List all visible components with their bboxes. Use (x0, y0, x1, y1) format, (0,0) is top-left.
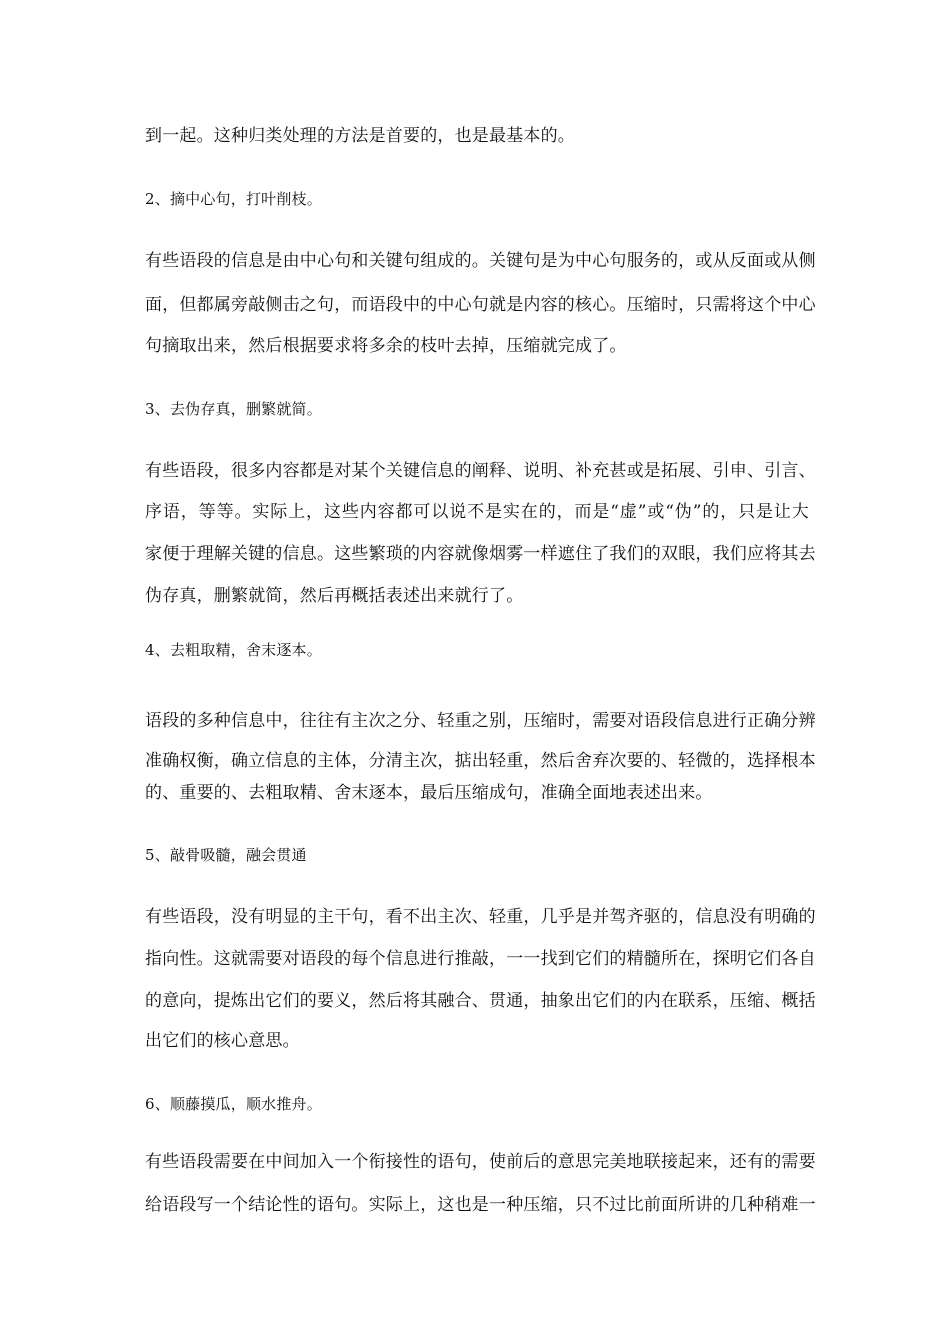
paragraph-line: 出它们的核心意思。 (145, 1031, 300, 1051)
paragraph-line: 家便于理解关键的信息。这些繁琐的内容就像烟雾一样遮住了我们的双眼，我们应将其去 (145, 544, 816, 564)
section-heading-5: 5、敲骨吸髓，融会贯通 (145, 846, 307, 864)
paragraph-line: 句摘取出来，然后根据要求将多余的枝叶去掉，压缩就完成了。 (145, 336, 627, 356)
paragraph-line: 到一起。这种归类处理的方法是首要的，也是最基本的。 (145, 126, 575, 146)
paragraph-line: 序语，等等。实际上，这些内容都可以说不是实在的，而是“虚”或“伪”的，只是让大 (145, 502, 809, 522)
paragraph-line: 有些语段，很多内容都是对某个关键信息的阐释、说明、补充甚或是拓展、引申、引言、 (145, 461, 816, 481)
paragraph-line: 语段的多种信息中，往往有主次之分、轻重之别，压缩时，需要对语段信息进行正确分辨 (145, 711, 816, 731)
paragraph-line: 有些语段的信息是由中心句和关键句组成的。关键句是为中心句服务的，或从反面或从侧 (145, 251, 816, 271)
paragraph-line: 有些语段需要在中间加入一个衔接性的语句，使前后的意思完美地联接起来，还有的需要 (145, 1152, 816, 1172)
paragraph-line: 给语段写一个结论性的语句。实际上，这也是一种压缩，只不过比前面所讲的几种稍难一 (145, 1195, 816, 1215)
paragraph-line: 伪存真，删繁就简，然后再概括表述出来就行了。 (145, 586, 524, 606)
paragraph-line: 面，但都属旁敲侧击之句，而语段中的中心句就是内容的核心。压缩时，只需将这个中心 (145, 295, 816, 315)
paragraph-line: 的意向，提炼出它们的要义，然后将其融合、贯通，抽象出它们的内在联系，压缩、概括 (145, 991, 816, 1011)
section-heading-2: 2、摘中心句，打叶削枝。 (145, 190, 322, 208)
paragraph-line: 准确权衡，确立信息的主体，分清主次，掂出轻重，然后舍弃次要的、轻微的，选择根本 (145, 751, 816, 771)
section-heading-4: 4、去粗取精，舍末逐本。 (145, 641, 322, 659)
paragraph-line: 的、重要的、去粗取精、舍末逐本，最后压缩成句，准确全面地表述出来。 (145, 783, 713, 803)
paragraph-line: 有些语段，没有明显的主干句，看不出主次、轻重，几乎是并驾齐驱的，信息没有明确的 (145, 907, 816, 927)
section-heading-3: 3、去伪存真，删繁就简。 (145, 400, 322, 418)
section-heading-6: 6、顺藤摸瓜，顺水推舟。 (145, 1095, 322, 1113)
paragraph-line: 指向性。这就需要对语段的每个信息进行推敲，一一找到它们的精髓所在，探明它们各自 (145, 949, 816, 969)
